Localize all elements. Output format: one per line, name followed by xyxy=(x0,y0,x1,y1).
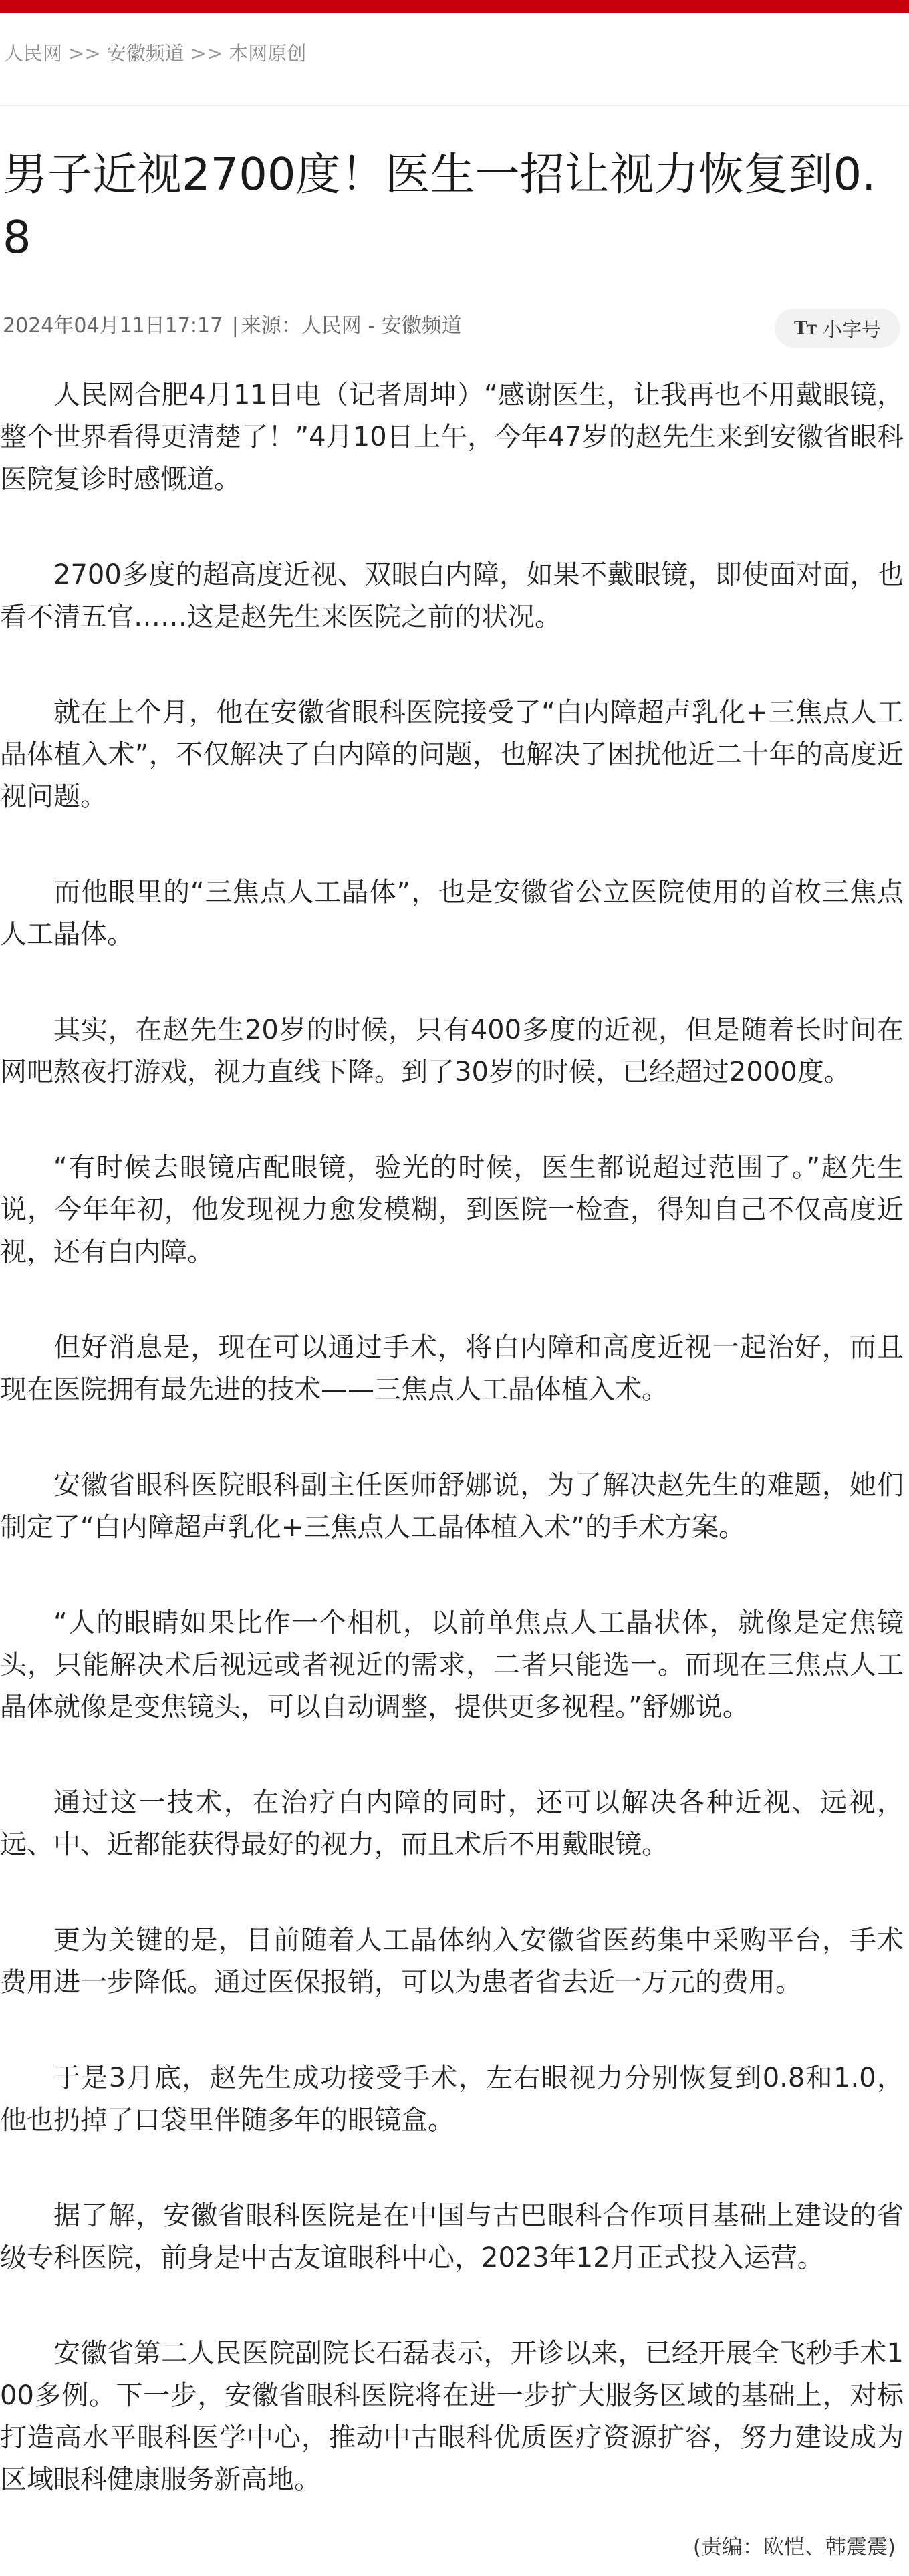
source-label: 来源： xyxy=(241,314,301,338)
article-paragraph: 2700多度的超高度近视、双眼白内障，如果不戴眼镜，即使面对面，也看不清五官……这是赵先生来医院之前的状况。 xyxy=(0,559,904,632)
article-paragraph: 于是3月底，赵先生成功接受手术，左右眼视力分别恢复到0.8和1.0，他也扔掉了口袋里伴随多年的眼镜盒。 xyxy=(0,2063,904,2136)
breadcrumb-separator: >> xyxy=(190,42,223,65)
font-size-toggle-label: 小字号 xyxy=(822,317,881,341)
breadcrumb-item-home[interactable]: 人民网 xyxy=(4,42,63,65)
publish-date: 2024年04月11日17:17 xyxy=(3,314,223,338)
meta-separator: | xyxy=(231,314,239,338)
breadcrumb xyxy=(4,39,306,68)
editor-credit: (责编：欧恺、韩震震) xyxy=(692,2535,896,2559)
breadcrumb-item-original[interactable]: 本网原创 xyxy=(229,42,307,65)
article-paragraph: 但好消息是，现在可以通过手术，将白内障和高度近视一起治好，而且现在医院拥有最先进的技术——三焦点人工晶体植入术。 xyxy=(0,1332,904,1405)
article-paragraph: 就在上个月，他在安徽省眼科医院接受了“白内障超声乳化+三焦点人工晶体植入术”，不仅解决了白内障的问题，也解决了困扰他近二十年的高度近视问题。 xyxy=(0,697,904,812)
article-meta xyxy=(3,311,462,341)
article-paragraph: 更为关键的是，目前随着人工晶体纳入安徽省医药集中采购平台，手术费用进一步降低。通过医保报销，可以为患者省去近一万元的费用。 xyxy=(0,1925,904,1998)
article-paragraph: 安徽省眼科医院眼科副主任医师舒娜说，为了解决赵先生的难题，她们制定了“白内障超声乳化+三焦点人工晶体植入术”的手术方案。 xyxy=(0,1470,904,1543)
divider xyxy=(0,105,909,106)
font-size-toggle-button[interactable] xyxy=(775,309,900,348)
article-paragraph: 人民网合肥4月11日电（记者周坤）“感谢医生，让我再也不用戴眼镜，整个世界看得更清楚了！”4月10日上午，今年47岁的赵先生来到安徽省眼科医院复诊时感慨道。 xyxy=(0,380,904,495)
article-paragraph: 其实，在赵先生20岁的时候，只有400多度的近视，但是随着长时间在网吧熬夜打游戏，视力直线下降。到了30岁的时候，已经超过2000度。 xyxy=(0,1015,904,1087)
article-title: 男子近视2700度！医生一招让视力恢复到0.8 xyxy=(3,148,876,263)
article-paragraph: 而他眼里的“三焦点人工晶体”，也是安徽省公立医院使用的首枚三焦点人工晶体。 xyxy=(0,877,904,950)
article-paragraph: “有时候去眼镜店配眼镜，验光的时候，医生都说超过范围了。”赵先生说，今年年初，他发现视力愈发模糊，到医院一检查，得知自己不仅高度近视，还有白内障。 xyxy=(0,1152,904,1267)
article-paragraph: 安徽省第二人民医院副院长石磊表示，开诊以来，已经开展全飞秒手术100多例。下一步，安徽省眼科医院将在进一步扩大服务区域的基础上，对标打造高水平眼科医学中心，推动中古眼科优质医疗资源扩容，努力建设成为区域眼科健康服务新高地。 xyxy=(0,2338,904,2495)
text-size-icon: TT xyxy=(794,317,816,339)
breadcrumb-item-channel[interactable]: 安徽频道 xyxy=(106,42,184,65)
breadcrumb-separator: >> xyxy=(68,42,101,65)
article-paragraph: 通过这一技术，在治疗白内障的同时，还可以解决各种近视、远视，远、中、近都能获得最好的视力，而且术后不用戴眼镜。 xyxy=(0,1787,904,1860)
article-paragraph: 据了解，安徽省眼科医院是在中国与古巴眼科合作项目基础上建设的省级专科医院，前身是中古友谊眼科中心，2023年12月正式投入运营。 xyxy=(0,2200,904,2273)
source-name[interactable]: 人民网 - 安徽频道 xyxy=(301,314,462,338)
article-paragraph: “人的眼睛如果比作一个相机，以前单焦点人工晶状体，就像是定焦镜头，只能解决术后视远或者视近的需求，二者只能选一。而现在三焦点人工晶体就像是变焦镜头，可以自动调整，提供更多视程。”舒娜说。 xyxy=(0,1607,904,1722)
top-brand-bar xyxy=(0,0,909,13)
article-body xyxy=(0,374,909,2555)
